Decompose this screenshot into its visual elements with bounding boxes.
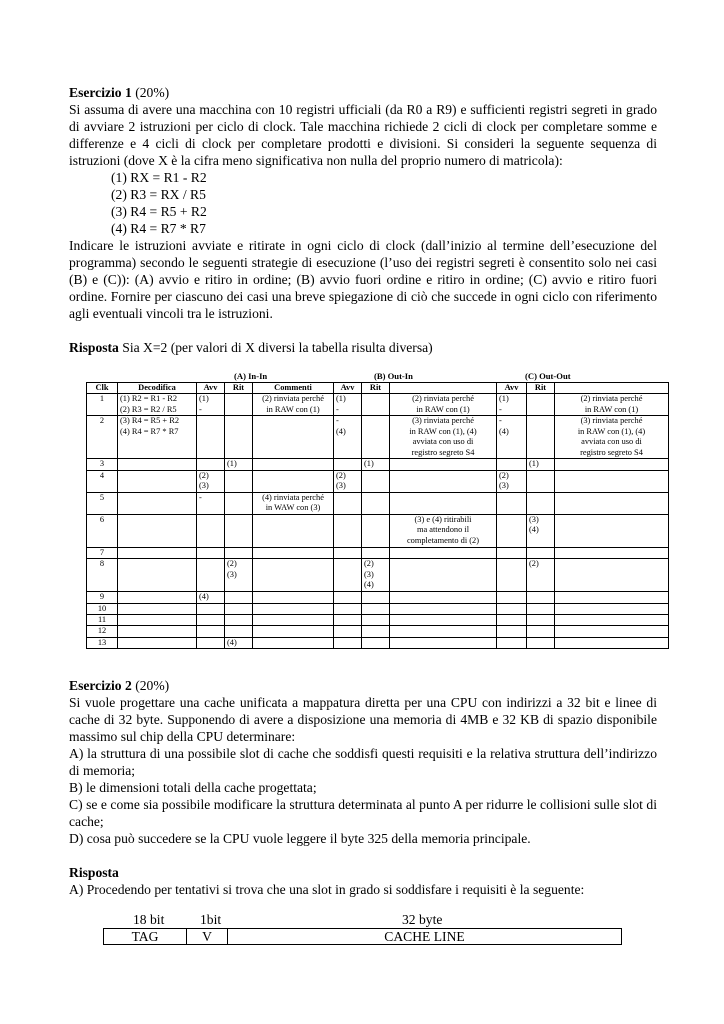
tag-size: 18 bit <box>133 912 165 927</box>
table-cell-b-commenti <box>390 637 497 648</box>
exercise-2-title: Esercizio 2 <box>69 678 132 693</box>
table-cell-c-avv <box>497 637 527 648</box>
table-cell-b-avv <box>334 547 362 558</box>
table-cell-a-commenti <box>253 603 334 614</box>
table-cell-b-commenti: (3) e (4) ritirabili ma attendono il completamento di (2) <box>390 514 497 547</box>
table-cell-a-rit <box>225 547 253 558</box>
table-cell-c-commenti <box>555 637 669 648</box>
table-cell-c-avv: - (4) <box>497 416 527 459</box>
table-cell-b-avv <box>334 615 362 626</box>
table-cell-c-rit <box>527 603 555 614</box>
exercise-2-item-a: A) la struttura di una possibile slot di cache che soddisfi questi requisiti e la relativa struttura dell’indirizzo di memoria; <box>69 746 657 778</box>
header-decodifica: Decodifica <box>118 383 197 394</box>
header-c-rit: Rit <box>527 383 555 394</box>
table-cell-clk: 13 <box>87 637 118 648</box>
table-cell-a-commenti <box>253 459 334 470</box>
table-cell-a-avv <box>197 459 225 470</box>
table-cell-b-rit: (1) <box>362 459 390 470</box>
slot-row <box>104 929 622 945</box>
table-cell-b-rit <box>362 637 390 648</box>
table-header-row <box>87 383 669 394</box>
table-cell-clk: 1 <box>87 394 118 416</box>
instruction-3: (3) R4 = R5 + R2 <box>111 204 207 219</box>
table-cell-b-avv: - (4) <box>334 416 362 459</box>
table-cell-a-rit <box>225 603 253 614</box>
table-cell-decodifica <box>118 626 197 637</box>
table-cell-a-avv <box>197 615 225 626</box>
table-cell-c-rit <box>527 416 555 459</box>
strategy-headers <box>86 370 668 382</box>
slot-field-sizes <box>103 912 621 928</box>
table-cell-c-avv <box>497 459 527 470</box>
header-clk: Clk <box>87 383 118 394</box>
header-b-rit: Rit <box>362 383 390 394</box>
document-page <box>69 84 657 356</box>
table-cell-b-rit: (2) (3) (4) <box>362 559 390 592</box>
table-cell-b-avv: (2) (3) <box>334 470 362 492</box>
table-cell-b-rit <box>362 592 390 603</box>
table-cell-c-commenti <box>555 470 669 492</box>
exercise-2-text: Si vuole progettare una cache unificata a mappatura diretta per una CPU con indirizzi a 32 bit e linee di cache di 32 byte. Supponendo di avere a disposizione una memoria di 4MB e 32 KB di spazio disponibile massimo sul chip della CPU determinare: <box>69 695 657 744</box>
exercise-1-title: Esercizio 1 <box>69 85 132 100</box>
table-cell-c-commenti <box>555 603 669 614</box>
table-cell-clk: 11 <box>87 615 118 626</box>
table-cell-a-commenti <box>253 470 334 492</box>
table-cell-clk: 7 <box>87 547 118 558</box>
table-cell-a-commenti <box>253 626 334 637</box>
table-cell-a-rit <box>225 514 253 547</box>
table-cell-a-avv <box>197 416 225 459</box>
table-cell-b-rit <box>362 626 390 637</box>
table-cell-clk: 5 <box>87 492 118 514</box>
table-cell-clk: 8 <box>87 559 118 592</box>
table-cell-c-commenti <box>555 492 669 514</box>
table-cell-c-avv <box>497 492 527 514</box>
table-cell-b-avv: (1) - <box>334 394 362 416</box>
table-cell-decodifica <box>118 547 197 558</box>
header-c-avv: Avv <box>497 383 527 394</box>
table-cell-c-avv: (1) - <box>497 394 527 416</box>
table-cell-clk: 10 <box>87 603 118 614</box>
table-cell-c-rit: (2) <box>527 559 555 592</box>
table-cell-b-rit <box>362 547 390 558</box>
table-cell-c-commenti: (2) rinviata perché in RAW con (1) <box>555 394 669 416</box>
header-c-commenti <box>555 383 669 394</box>
table-cell-decodifica <box>118 637 197 648</box>
table-cell-a-rit <box>225 492 253 514</box>
header-b-avv: Avv <box>334 383 362 394</box>
table-cell-a-rit <box>225 615 253 626</box>
table-cell-b-avv <box>334 592 362 603</box>
table-cell-c-commenti <box>555 615 669 626</box>
table-cell-b-commenti <box>390 547 497 558</box>
table-cell-c-commenti <box>555 514 669 547</box>
table-cell-a-rit <box>225 416 253 459</box>
table-cell-decodifica <box>118 615 197 626</box>
exercise-1-text: Si assuma di avere una macchina con 10 registri ufficiali (da R0 a R9) e sufficienti registri segreti in grado di avviare 2 istruzioni per ciclo di clock. Tale macchina richiede 2 cicli di clock per completare somme e differenze e 4 cicli di clock per completare prodotti e divisioni. Si consideri la seguente sequenza di istruzioni (dove X è la cifra meno significativa non nulla del proprio numero di matricola): <box>69 102 657 168</box>
table-cell-b-commenti: (2) rinviata perché in RAW con (1) <box>390 394 497 416</box>
table-cell-a-rit <box>225 626 253 637</box>
table-cell-b-avv <box>334 459 362 470</box>
table-cell-a-avv <box>197 626 225 637</box>
table-row <box>87 603 669 614</box>
table-cell-c-avv <box>497 626 527 637</box>
exercise-2-section <box>69 677 657 898</box>
table-row <box>87 637 669 648</box>
table-cell-decodifica <box>118 559 197 592</box>
table-cell-c-rit <box>527 615 555 626</box>
table-row <box>87 626 669 637</box>
table-cell-a-commenti <box>253 637 334 648</box>
table-cell-b-rit <box>362 416 390 459</box>
table-cell-a-rit <box>225 592 253 603</box>
table-cell-a-avv: (1) - <box>197 394 225 416</box>
slot-structure-table <box>103 928 622 945</box>
table-cell-decodifica: (1) R2 = R1 - R2 (2) R3 = R2 / R5 <box>118 394 197 416</box>
table-cell-decodifica: (3) R4 = R5 + R2 (4) R4 = R7 * R7 <box>118 416 197 459</box>
table-cell-b-rit <box>362 603 390 614</box>
table-cell-b-rit <box>362 492 390 514</box>
table-cell-c-rit: (3) (4) <box>527 514 555 547</box>
answer-2-label: Risposta <box>69 865 119 880</box>
table-cell-a-rit: (1) <box>225 459 253 470</box>
instruction-2: (2) R3 = RX / R5 <box>111 187 206 202</box>
table-cell-b-commenti <box>390 626 497 637</box>
group-c-label: (C) Out-Out <box>525 371 571 381</box>
table-cell-decodifica <box>118 514 197 547</box>
table-cell-clk: 3 <box>87 459 118 470</box>
table-cell-c-rit: (1) <box>527 459 555 470</box>
response-table <box>86 382 669 649</box>
table-cell-c-commenti <box>555 592 669 603</box>
instruction-1: (1) RX = R1 - R2 <box>111 170 207 185</box>
table-cell-c-rit <box>527 470 555 492</box>
table-cell-c-avv <box>497 547 527 558</box>
table-cell-b-commenti: (3) rinviata perché in RAW con (1), (4) avviata con uso di registro segreto S4 <box>390 416 497 459</box>
table-cell-c-rit <box>527 394 555 416</box>
table-row <box>87 492 669 514</box>
exercise-2-weight: (20%) <box>135 678 170 693</box>
table-row <box>87 514 669 547</box>
table-cell-a-commenti <box>253 559 334 592</box>
table-row <box>87 615 669 626</box>
table-cell-a-commenti <box>253 514 334 547</box>
group-b-label: (B) Out-In <box>374 371 413 381</box>
answer-1-label: Risposta <box>69 340 119 355</box>
table-cell-b-avv <box>334 492 362 514</box>
table-row <box>87 394 669 416</box>
header-a-rit: Rit <box>225 383 253 394</box>
table-cell-clk: 12 <box>87 626 118 637</box>
table-cell-a-avv <box>197 603 225 614</box>
table-cell-clk: 9 <box>87 592 118 603</box>
table-cell-c-rit <box>527 637 555 648</box>
header-a-avv: Avv <box>197 383 225 394</box>
cache-line-cell: CACHE LINE <box>228 929 622 945</box>
exercise-2-item-d: D) cosa può succedere se la CPU vuole leggere il byte 325 della memoria principale. <box>69 831 531 846</box>
table-cell-a-rit <box>225 394 253 416</box>
table-cell-c-avv <box>497 514 527 547</box>
table-cell-c-rit <box>527 592 555 603</box>
table-cell-clk: 4 <box>87 470 118 492</box>
table-row <box>87 459 669 470</box>
table-cell-c-rit <box>527 626 555 637</box>
table-cell-clk: 6 <box>87 514 118 547</box>
table-cell-b-avv <box>334 626 362 637</box>
answer-2-text: A) Procedendo per tentativi si trova che una slot in grado si soddisfare i requisiti è la seguente: <box>69 882 585 897</box>
table-cell-a-rit: (2) (3) <box>225 559 253 592</box>
table-cell-c-commenti: (3) rinviata perché in RAW con (1), (4) avviata con uso di registro segreto S4 <box>555 416 669 459</box>
table-cell-a-avv <box>197 514 225 547</box>
table-cell-b-avv <box>334 637 362 648</box>
table-cell-c-avv: (2) (3) <box>497 470 527 492</box>
table-cell-a-commenti: (4) rinviata perché in WAW con (3) <box>253 492 334 514</box>
table-cell-a-avv <box>197 637 225 648</box>
table-cell-b-commenti <box>390 459 497 470</box>
instruction-4: (4) R4 = R7 * R7 <box>111 221 206 236</box>
table-cell-b-avv <box>334 559 362 592</box>
table-cell-a-avv: - <box>197 492 225 514</box>
table-cell-a-commenti <box>253 416 334 459</box>
execution-table <box>86 370 668 649</box>
table-cell-decodifica <box>118 592 197 603</box>
table-row <box>87 547 669 558</box>
table-cell-a-avv: (2) (3) <box>197 470 225 492</box>
table-cell-c-avv <box>497 559 527 592</box>
header-a-commenti: Commenti <box>253 383 334 394</box>
exercise-1-heading <box>69 84 657 101</box>
tag-cell: TAG <box>104 929 187 945</box>
cache-slot-diagram <box>103 912 621 945</box>
table-cell-b-avv <box>334 603 362 614</box>
table-cell-clk: 2 <box>87 416 118 459</box>
table-cell-c-commenti <box>555 459 669 470</box>
table-cell-c-commenti <box>555 547 669 558</box>
exercise-1-weight: (20%) <box>135 85 170 100</box>
table-cell-c-rit <box>527 492 555 514</box>
table-cell-c-commenti <box>555 559 669 592</box>
answer-1-text: Sia X=2 (per valori di X diversi la tabella risulta diversa) <box>122 340 433 355</box>
answer-2-label-line <box>69 864 657 881</box>
table-row <box>87 416 669 459</box>
table-cell-b-commenti <box>390 603 497 614</box>
table-row <box>87 592 669 603</box>
table-cell-c-avv <box>497 615 527 626</box>
table-cell-a-avv: (4) <box>197 592 225 603</box>
table-cell-b-rit <box>362 394 390 416</box>
table-cell-b-rit <box>362 615 390 626</box>
table-cell-a-commenti <box>253 547 334 558</box>
header-b-commenti <box>390 383 497 394</box>
table-cell-decodifica <box>118 470 197 492</box>
table-cell-decodifica <box>118 459 197 470</box>
answer-1-intro <box>69 339 657 356</box>
line-size: 32 byte <box>402 912 443 927</box>
table-cell-c-avv <box>497 603 527 614</box>
table-cell-a-rit: (4) <box>225 637 253 648</box>
table-row <box>87 470 669 492</box>
table-cell-decodifica <box>118 492 197 514</box>
table-cell-c-rit <box>527 547 555 558</box>
table-cell-a-avv <box>197 559 225 592</box>
table-cell-b-commenti <box>390 592 497 603</box>
exercise-2-heading <box>69 677 657 694</box>
table-cell-b-rit <box>362 470 390 492</box>
exercise-2-item-b: B) le dimensioni totali della cache progettata; <box>69 780 317 795</box>
table-cell-decodifica <box>118 603 197 614</box>
table-cell-a-commenti <box>253 615 334 626</box>
table-cell-a-rit <box>225 470 253 492</box>
table-cell-b-commenti <box>390 559 497 592</box>
valid-cell: V <box>187 929 228 945</box>
table-cell-c-commenti <box>555 626 669 637</box>
exercise-1-task: Indicare le istruzioni avviate e ritirate in ogni ciclo di clock (dall’inizio al termine dell’esecuzione del programma) secondo le seguenti strategie di esecuzione (l’uso dei registri segreti è consentito solo nei casi (B) e (C)): (A) avvio e ritiro in ordine; (B) avvio fuori ordine e ritiro in ordine; (C) avvio e ritiro fuori ordine. Fornire per ciascuno dei casi una breve spiegazione di ciò che succede in ogni ciclo con riferimento agli eventuali vincoli tra le istruzioni. <box>69 238 657 321</box>
table-cell-b-avv <box>334 514 362 547</box>
table-cell-b-commenti <box>390 492 497 514</box>
valid-size: 1bit <box>200 912 222 927</box>
table-cell-b-rit <box>362 514 390 547</box>
table-cell-a-commenti: (2) rinviata perché in RAW con (1) <box>253 394 334 416</box>
group-a-label: (A) In-In <box>234 371 268 381</box>
table-cell-a-avv <box>197 547 225 558</box>
table-row <box>87 559 669 592</box>
table-cell-a-commenti <box>253 592 334 603</box>
exercise-2-item-c: C) se e come sia possibile modificare la struttura determinata al punto A per ridurre le collisioni sulle slot di cache; <box>69 797 657 829</box>
table-cell-c-avv <box>497 592 527 603</box>
table-cell-b-commenti <box>390 470 497 492</box>
table-cell-b-commenti <box>390 615 497 626</box>
